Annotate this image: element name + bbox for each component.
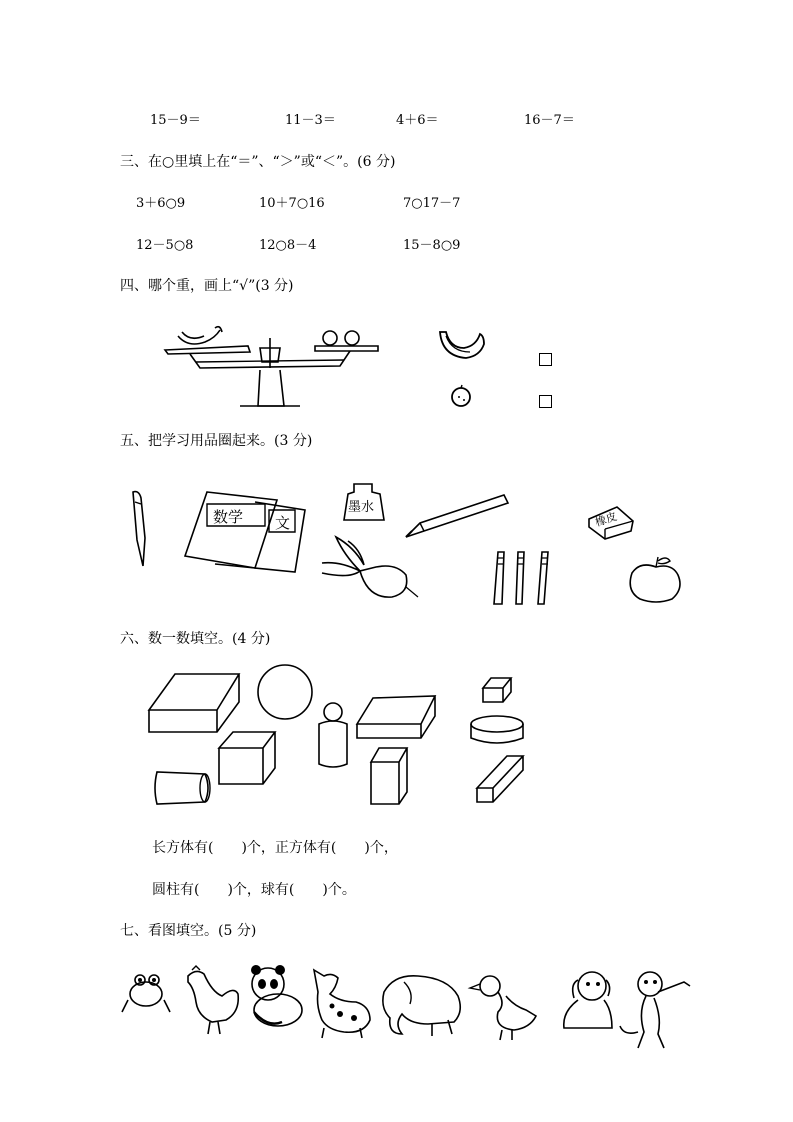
books-illustration xyxy=(185,490,310,570)
ink-bottle-illustration xyxy=(342,482,392,524)
compare-3: 7○17－7 xyxy=(403,196,461,211)
elephant-icon xyxy=(383,976,460,1036)
section-6-title: 六、数一数填空。(4 分) xyxy=(120,631,271,647)
count-line-2: 圆柱有( )个，球有( )个。 xyxy=(152,882,356,898)
book-label-math: 数学 xyxy=(213,508,244,526)
equation-1: 15－9＝ xyxy=(150,113,201,128)
compare-2: 10＋7○16 xyxy=(259,196,325,211)
answer-box-banana[interactable] xyxy=(539,353,552,366)
eraser-label: 橡皮 xyxy=(593,509,619,530)
compare-4: 12－5○8 xyxy=(136,238,194,253)
orange-icon xyxy=(450,384,474,408)
count-line-1: 长方体有( )个，正方体有( )个， xyxy=(152,840,398,856)
section-7-title: 七、看图填空。(5 分) xyxy=(120,923,257,939)
balance-scale-illustration xyxy=(160,318,390,410)
section-3-title: 三、在○里填上在“＝”、“＞”或“＜”。(6 分) xyxy=(120,154,396,170)
section-4-title: 四、哪个重，画上“√”(3 分) xyxy=(120,278,294,294)
animals-illustration xyxy=(118,962,690,1054)
answer-box-orange[interactable] xyxy=(539,395,552,408)
ink-label: 墨水 xyxy=(348,500,375,515)
eraser-illustration xyxy=(587,505,635,541)
compare-6: 15－8○9 xyxy=(403,238,461,253)
rooster-icon xyxy=(188,966,238,1034)
compare-1: 3＋6○9 xyxy=(136,196,186,211)
equation-4: 16－7＝ xyxy=(524,113,575,128)
toothbrushes-icon xyxy=(492,550,558,606)
banana-icon xyxy=(436,326,490,364)
frog-icon xyxy=(122,975,170,1012)
duck-icon xyxy=(470,976,536,1040)
pen-icon xyxy=(125,488,155,570)
equation-3: 4＋6＝ xyxy=(396,113,439,128)
monkey-icon xyxy=(620,972,690,1048)
book-label-chinese: 文 xyxy=(275,514,291,532)
apple-icon xyxy=(626,555,686,605)
equation-2: 11－3＝ xyxy=(285,113,336,128)
pencil-icon xyxy=(404,493,510,541)
radish-icon xyxy=(320,535,420,601)
deer-icon xyxy=(314,970,370,1038)
compare-5: 12○8－4 xyxy=(259,238,317,253)
section-5-title: 五、把学习用品圈起来。(3 分) xyxy=(120,433,313,449)
panda-icon xyxy=(251,965,302,1026)
solids-illustration xyxy=(145,662,535,810)
puppy-icon xyxy=(564,972,612,1028)
